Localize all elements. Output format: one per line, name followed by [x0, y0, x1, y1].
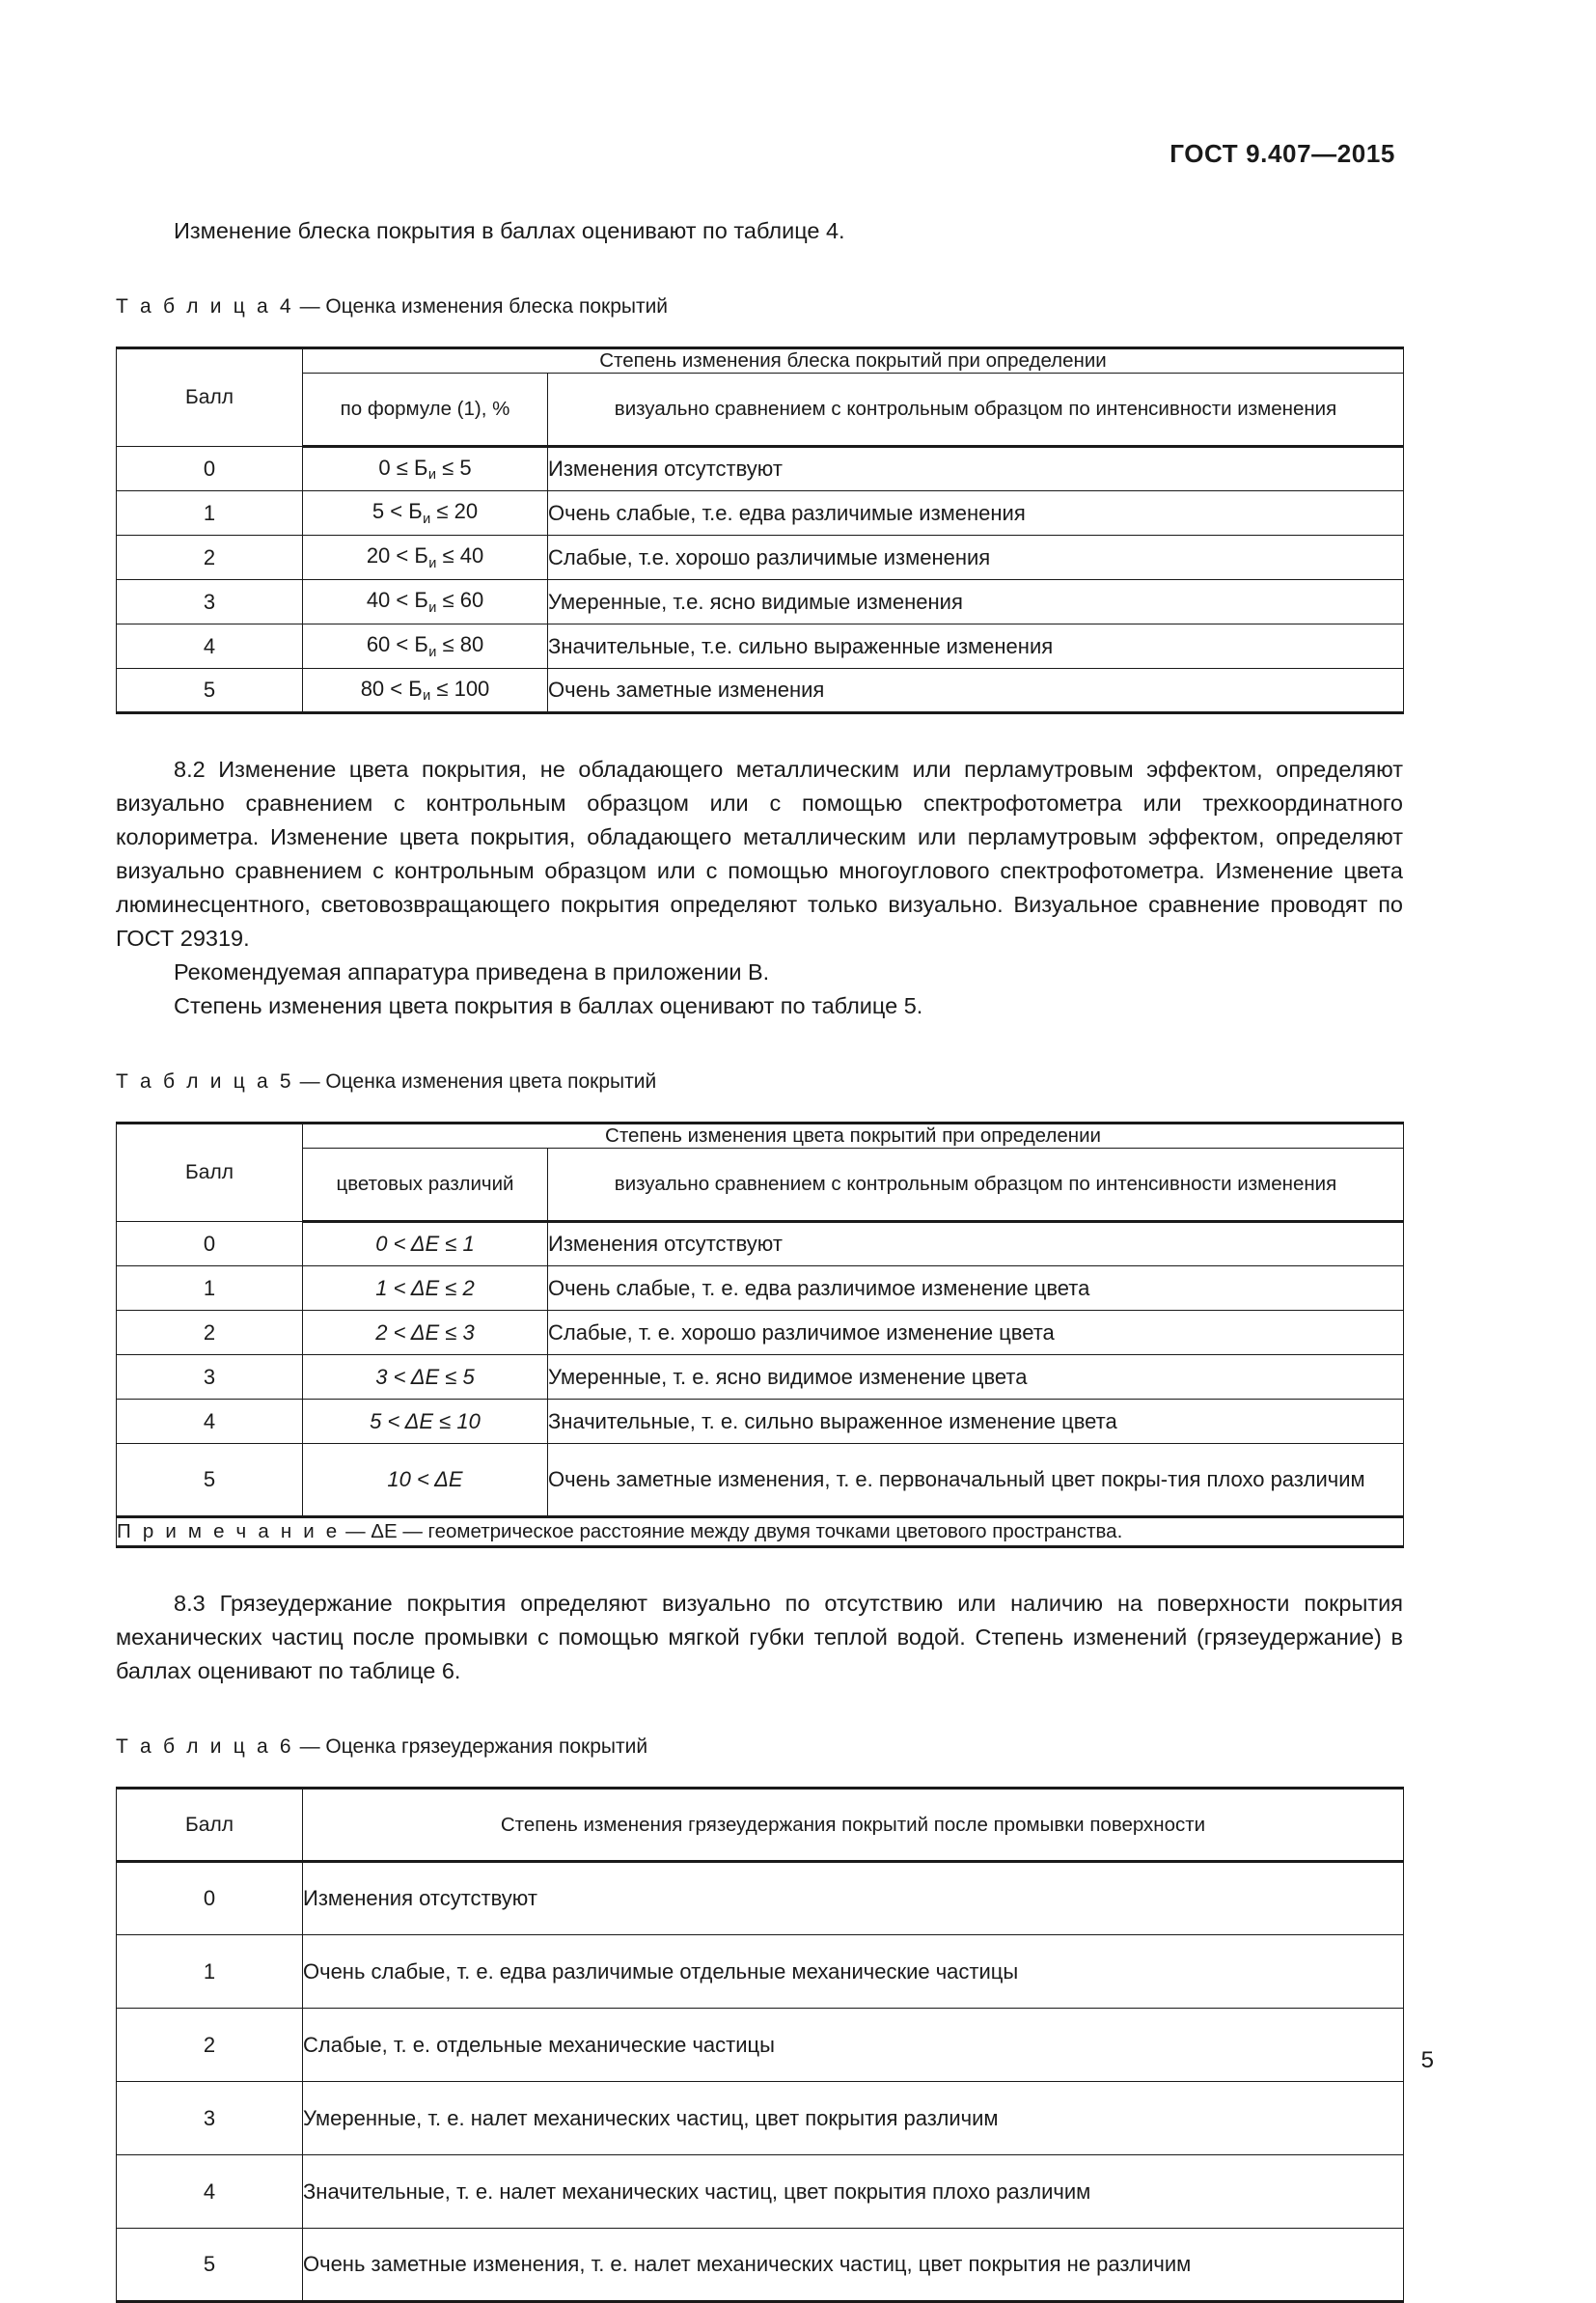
section-8-2-paragraph-3: Степень изменения цвета покрытия в баллах оценивают по таблице 5. [174, 993, 923, 1018]
table4-row3-score: 3 [117, 580, 303, 624]
table6-row5-description: Очень заметные изменения, т. е. налет механических частиц, цвет покрытия не различим [303, 2229, 1404, 2302]
table5-note-row [117, 1517, 1404, 1547]
table6-row1-score: 1 [117, 1935, 303, 2009]
table6-row3-score: 3 [117, 2082, 303, 2155]
table-row [117, 580, 1404, 624]
table5-row1-score: 1 [117, 1266, 303, 1311]
table4-row1-range: $5 < Б_и \le 20$ [303, 491, 548, 536]
table5-header-col-visual: визуально сравнением с контрольным образцом по интенсивности изменения [548, 1149, 1404, 1222]
table5-caption [116, 1068, 1403, 1096]
section-8-3-paragraph: 8.3 Грязеудержание покрытия определяют визуально по отсутствию или наличию на поверхности покрытия механических частиц после промывки с помощью мягкой губки теплой водой. Степень изменений (грязеудержание) в баллах оценивают по таблице 6. [116, 1591, 1403, 1683]
section-8-2-paragraph: 8.2 Изменение цвета покрытия, не обладающего металлическим или перламутровым эффектом, определяют визуально сравнением с контрольным образцом или с помощью спектрофотометра или трехкоординатного колориметра. Изменение цвета покрытия, обладающего металлическим или перламутровым эффектом, определяют визуально сравнением с контрольным образцом или с помощью многоуглового спектрофотометра. Изменение цвета люминесцентного, световозвращающего покрытия определяют только визуально. Визуальное сравнение проводят по ГОСТ 29319. [116, 757, 1403, 951]
table-row [117, 1266, 1404, 1311]
table5-row5-range: 10 < ΔE [303, 1444, 548, 1517]
table4-row1-description: Очень слабые, т.е. едва различимые изменения [548, 491, 1404, 536]
table4-row4-description: Значительные, т.е. сильно выраженные изменения [548, 624, 1404, 669]
table-4-gloss-change [116, 347, 1404, 714]
table5-caption-text: — Оценка изменения цвета покрытий [293, 1070, 657, 1093]
table5-row3-range: 3 < ΔE ≤ 5 [303, 1355, 548, 1400]
table6-header-score: Балл [117, 1789, 303, 1862]
table6-row0-description: Изменения отсутствуют [303, 1862, 1404, 1935]
table-row [117, 1400, 1404, 1444]
table5-row4-score: 4 [117, 1400, 303, 1444]
table5-row0-score: 0 [117, 1222, 303, 1266]
table-row [117, 1355, 1404, 1400]
table5-note-text: — ΔE — геометрическое расстояние между двумя точками цветового пространства. [340, 1520, 1123, 1542]
table5-header-row-1 [117, 1124, 1404, 1149]
table-row [117, 2009, 1404, 2082]
table-row [117, 2229, 1404, 2302]
table5-row3-description: Умеренные, т. е. ясно видимое изменение цвета [548, 1355, 1404, 1400]
table-row [117, 2155, 1404, 2229]
table4-row2-range: $20 < Б_и \le 40$ [303, 536, 548, 580]
table-row [117, 1311, 1404, 1355]
table5-header-score: Балл [117, 1124, 303, 1222]
table6-row2-score: 2 [117, 2009, 303, 2082]
table6-row5-score: 5 [117, 2229, 303, 2302]
table5-note-label: П р и м е ч а н и е [117, 1520, 341, 1542]
table5-row2-range: 2 < ΔE ≤ 3 [303, 1311, 548, 1355]
table4-header-col-formula: по формуле (1), % [303, 374, 548, 447]
table4-row2-score: 2 [117, 536, 303, 580]
table4-row5-range: $80 < Б_и \le 100$ [303, 669, 548, 713]
table5-row2-score: 2 [117, 1311, 303, 1355]
page-number: 5 [1420, 2047, 1434, 2073]
table-row [117, 1444, 1404, 1517]
table-row [117, 447, 1404, 491]
table-row [117, 2082, 1404, 2155]
table4-header-col-visual: визуально сравнением с контрольным образцом по интенсивности изменения [548, 374, 1404, 447]
table5-row1-description: Очень слабые, т. е. едва различимое изменение цвета [548, 1266, 1404, 1311]
table-row [117, 624, 1404, 669]
table4-caption-label: Т а б л и ц а 4 [116, 295, 294, 318]
table6-caption-text: — Оценка грязеудержания покрытий [293, 1735, 648, 1758]
table-row [117, 1862, 1404, 1935]
table4-header-row-1 [117, 348, 1404, 374]
table5-caption-label: Т а б л и ц а 5 [116, 1070, 294, 1093]
table-row [117, 1935, 1404, 2009]
table6-row4-description: Значительные, т. е. налет механических частиц, цвет покрытия плохо различим [303, 2155, 1404, 2229]
table4-row3-description: Умеренные, т.е. ясно видимые изменения [548, 580, 1404, 624]
table5-note [117, 1517, 1404, 1547]
table4-row0-range: $0 \le Б_и \le 5$ [303, 447, 548, 491]
table4-header-score: Балл [117, 348, 303, 447]
table-row [117, 1222, 1404, 1266]
table4-row4-range: $60 < Б_и \le 80$ [303, 624, 548, 669]
table4-row0-score: 0 [117, 447, 303, 491]
page-content [116, 214, 1403, 2303]
table4-row0-description: Изменения отсутствуют [548, 447, 1404, 491]
table5-header-row-2 [117, 1149, 1404, 1222]
table4-row2-description: Слабые, т.е. хорошо различимые изменения [548, 536, 1404, 580]
table4-caption [116, 292, 1403, 321]
table6-header-description: Степень изменения грязеудержания покрытий после промывки поверхности [303, 1789, 1404, 1862]
table5-row0-description: Изменения отсутствуют [548, 1222, 1404, 1266]
table5-row5-description: Очень заметные изменения, т. е. первоначальный цвет покры-тия плохо различим [548, 1444, 1404, 1517]
table5-row5-score: 5 [117, 1444, 303, 1517]
table5-row4-description: Значительные, т. е. сильно выраженное изменение цвета [548, 1400, 1404, 1444]
table6-row0-score: 0 [117, 1862, 303, 1935]
table5-row0-range: 0 < ΔE ≤ 1 [303, 1222, 548, 1266]
table6-row3-description: Умеренные, т. е. налет механических частиц, цвет покрытия различим [303, 2082, 1404, 2155]
table4-row4-score: 4 [117, 624, 303, 669]
table4-row5-score: 5 [117, 669, 303, 713]
table6-header-row [117, 1789, 1404, 1862]
table6-row1-description: Очень слабые, т. е. едва различимые отдельные механические частицы [303, 1935, 1404, 2009]
table6-caption-label: Т а б л и ц а 6 [116, 1735, 294, 1758]
table-5-color-change [116, 1122, 1404, 1548]
intro-paragraph-gloss: Изменение блеска покрытия в баллах оценивают по таблице 4. [174, 218, 845, 243]
table5-header-span: Степень изменения цвета покрытий при определении [303, 1124, 1404, 1149]
table-row [117, 491, 1404, 536]
table5-row3-score: 3 [117, 1355, 303, 1400]
table-row [117, 536, 1404, 580]
table5-row1-range: 1 < ΔE ≤ 2 [303, 1266, 548, 1311]
section-8-2-paragraph-2: Рекомендуемая аппаратура приведена в приложении В. [174, 959, 770, 985]
table4-header-row-2 [117, 374, 1404, 447]
table6-row2-description: Слабые, т. е. отдельные механические частицы [303, 2009, 1404, 2082]
table4-row5-description: Очень заметные изменения [548, 669, 1404, 713]
table-row [117, 669, 1404, 713]
standard-number-header: ГОСТ 9.407—2015 [1169, 139, 1395, 168]
table5-header-col-diff: цветовых различий [303, 1149, 548, 1222]
table4-header-span: Степень изменения блеска покрытий при определении [303, 348, 1404, 374]
table5-row2-description: Слабые, т. е. хорошо различимое изменение цвета [548, 1311, 1404, 1355]
table6-row4-score: 4 [117, 2155, 303, 2229]
table4-row1-score: 1 [117, 491, 303, 536]
table-6-dirt-retention [116, 1787, 1404, 2303]
table5-row4-range: 5 < ΔE ≤ 10 [303, 1400, 548, 1444]
table6-caption [116, 1733, 1403, 1762]
table4-caption-text: — Оценка изменения блеска покрытий [293, 295, 669, 318]
table4-row3-range: $40 < Б_и \le 60$ [303, 580, 548, 624]
